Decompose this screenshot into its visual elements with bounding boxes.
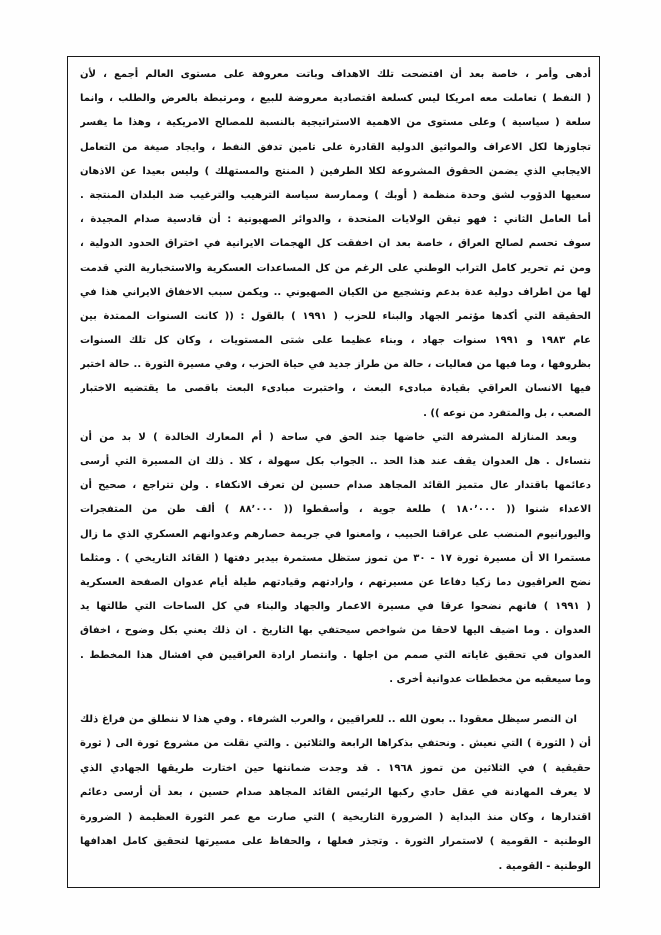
paragraph [80,63,591,208]
text-line: أن ( الثورة ) التي نعيش . ونحتفي بذكراها الرابعة والثلاثين . والتي نقلت من مشروع ثورة الى ( ثورة [80,738,591,750]
text-line: لها من اطراف دولية عدة بدعم وتشجيع من الكيان الصهيوني .. ويكمن سبب الاخفاق الايراني هذا في [80,286,591,298]
text-line: وبعد المنازلة المشرفة التي خاضها جند الحق في ساحة ( أم المعارك الخالدة ) لا بد من أن [80,431,577,443]
text-line: أدهى وأمر ، خاصة بعد أن افتضحت تلك الاهداف وباتت معروفة على مستوى العالم أجمع ، لأن [80,69,591,80]
text-line: مستمرا الا أن مسيرة ثورة ١٧ - ٣٠ من تموز ستظل مستمرة بيدير دفتها ( القائد التاريخي ) . ومثلما [80,552,591,564]
text-line: العدوان في تحقيق غاياته التي صمم من اجلها . وانتصار ارادة العراقيين في افشال هذا المخطط . [80,649,591,661]
text-line: فيها الانسان العراقي بقيادة مبادىء البعث ، واختبرت مبادىء البعث باقصى ما يقتضيه الاختبار [80,383,591,395]
text-line: اقتدارها ، وكان منذ البداية ( الضرورة التاريخية ) التي صارت مع عمر الثورة العظيمة ( الضرورة [80,811,591,823]
text-line: ( النفط ) تعاملت معه امريكا ليس كسلعة اقتصادية معروضة للبيع ، ومرتبطة بالعرض والطلب ، وانما [80,93,591,105]
text-line: سعيها الدؤوب لشق وحدة منظمة ( أوبك ) وممارسة سياسة الترهيب والترغيب ضد البلدان المنتجة . [80,189,591,201]
text-line: الايجابي الذي يضمن الحقوق المشروعة لكلا الطرفين ( المنتج والمستهلك ) وليس بعيدا عن الاذهان [80,165,591,177]
text-line: الصعب ، بل والمتفرد من نوعه )) . [423,407,591,419]
text-line: واليورانيوم المنضب على عراقنا الحبيب ، وامعنوا في جريمة حصارهم وعدوانهم العسكري الذي ما زال [80,528,591,540]
text-line: عام ١٩٨٣ و ١٩٩١ سنوات جهاد ، وبناء عظيما على شتى المستويات ، وكان كل تلك السنوات [80,335,591,347]
text-line: ومن ثم تحرير كامل التراب الوطني على الرغم من كل المساعدات العسكرية والاستخبارية التي قدمت [80,262,591,274]
text-line: الوطنية - القومية ) لاستمرار الثورة . وتجذر فعلها ، والحفاظ على مسيرتها لتحقيق كامل اهدافها [80,836,591,848]
text-line: لا يعرف المهادنة في عقل حادي ركبها الرئيس القائد المجاهد صدام حسين ، بعد أن أرسى دعائم [80,787,591,799]
text-line: سوف تحسم لصالح العراق ، خاصة بعد ان اخفقت كل الهجمات الايرانية في اختراق الحدود الدولية ، [80,238,591,250]
text-section-lower [80,708,591,880]
paragraph [80,708,591,880]
text-line: بظروفها ، وما فيها من فعاليات ، حالة من طراز جديد في حياة الحزب ، وفي مسيرة الثورة .. حالة اختبر [80,359,591,371]
text-line: الحقيقة التي أكدها مؤتمر الجهاد والبناء للحزب ( ١٩٩١ ) بالقول : (( كانت السنوات الممتدة بين [80,310,591,322]
text-line: أما العامل الثاني : فهو تيقن الولايات المتحدة ، والدوائر الصهيونية : أن قادسية صدام المجيدة ، [80,214,591,226]
text-line: حقيقية ) في الثلاثين من تموز ١٩٦٨ . قد وجدت ضمانتها حين اختارت طريقها الجهادي الذي [80,762,591,774]
paragraph [80,208,591,426]
document-body [80,63,591,879]
text-line: الوطنية - القومية . [498,860,591,872]
text-section-upper [80,63,591,692]
text-line: تجاوزها لكل الاعراف والمواثيق الدولية القادرة على تامين تدفق النفط ، وايجاد صيغة من التعامل [80,141,591,153]
text-line: العدوان . وما اضيف اليها لاحقا من شواخص سيحتفي بها التاريخ . ان ذلك يعني بكل وضوح ، اخفاق [80,625,591,637]
text-line: الاعداء شنوا (( ١٨٠٬٠٠٠ ) طلعة جوية ، وأسقطوا (( ٨٨٬٠٠٠ ) ألف طن من المتفجرات [80,504,591,516]
paragraph [80,426,591,692]
text-line: ( ١٩٩١ ) فانهم نضحوا عرقا في مسيرة الاعمار والجهاد والبناء في كل الساحات التي طالتها يد [80,601,591,613]
text-line: سلعة ( سياسية ) وعلى مستوى من الاهمية الاستراتيجية بالنسبة للمصالح الامريكية ، وهذا ما يفسر [80,117,591,129]
text-line: وما سيعقبه من مخططات عدوانية أخرى . [389,673,591,685]
text-line: دعائمها باقتدار عال متميز القائد المجاهد صدام حسين لن تعرف الانكفاء . ولن تتراجع ، صحيح أن [80,480,591,492]
text-line: نضح العراقيون دما زكيا دفاعا عن مسيرتهم ، وارادتهم وقيادتهم طيلة أيام عدوان الصفحة العسكرية [80,576,591,588]
text-line: نتساءل . هل العدوان يقف عند هذا الحد .. الجواب بكل سهولة ، كلا . ذلك ان المسيرة التي أرسى [80,456,591,467]
text-line: ان النصر سيظل معقودا .. بعون الله .. للعراقيين ، والعرب الشرفاء . وفي هذا لا ننطلق من فراغ ذلك [80,713,577,725]
